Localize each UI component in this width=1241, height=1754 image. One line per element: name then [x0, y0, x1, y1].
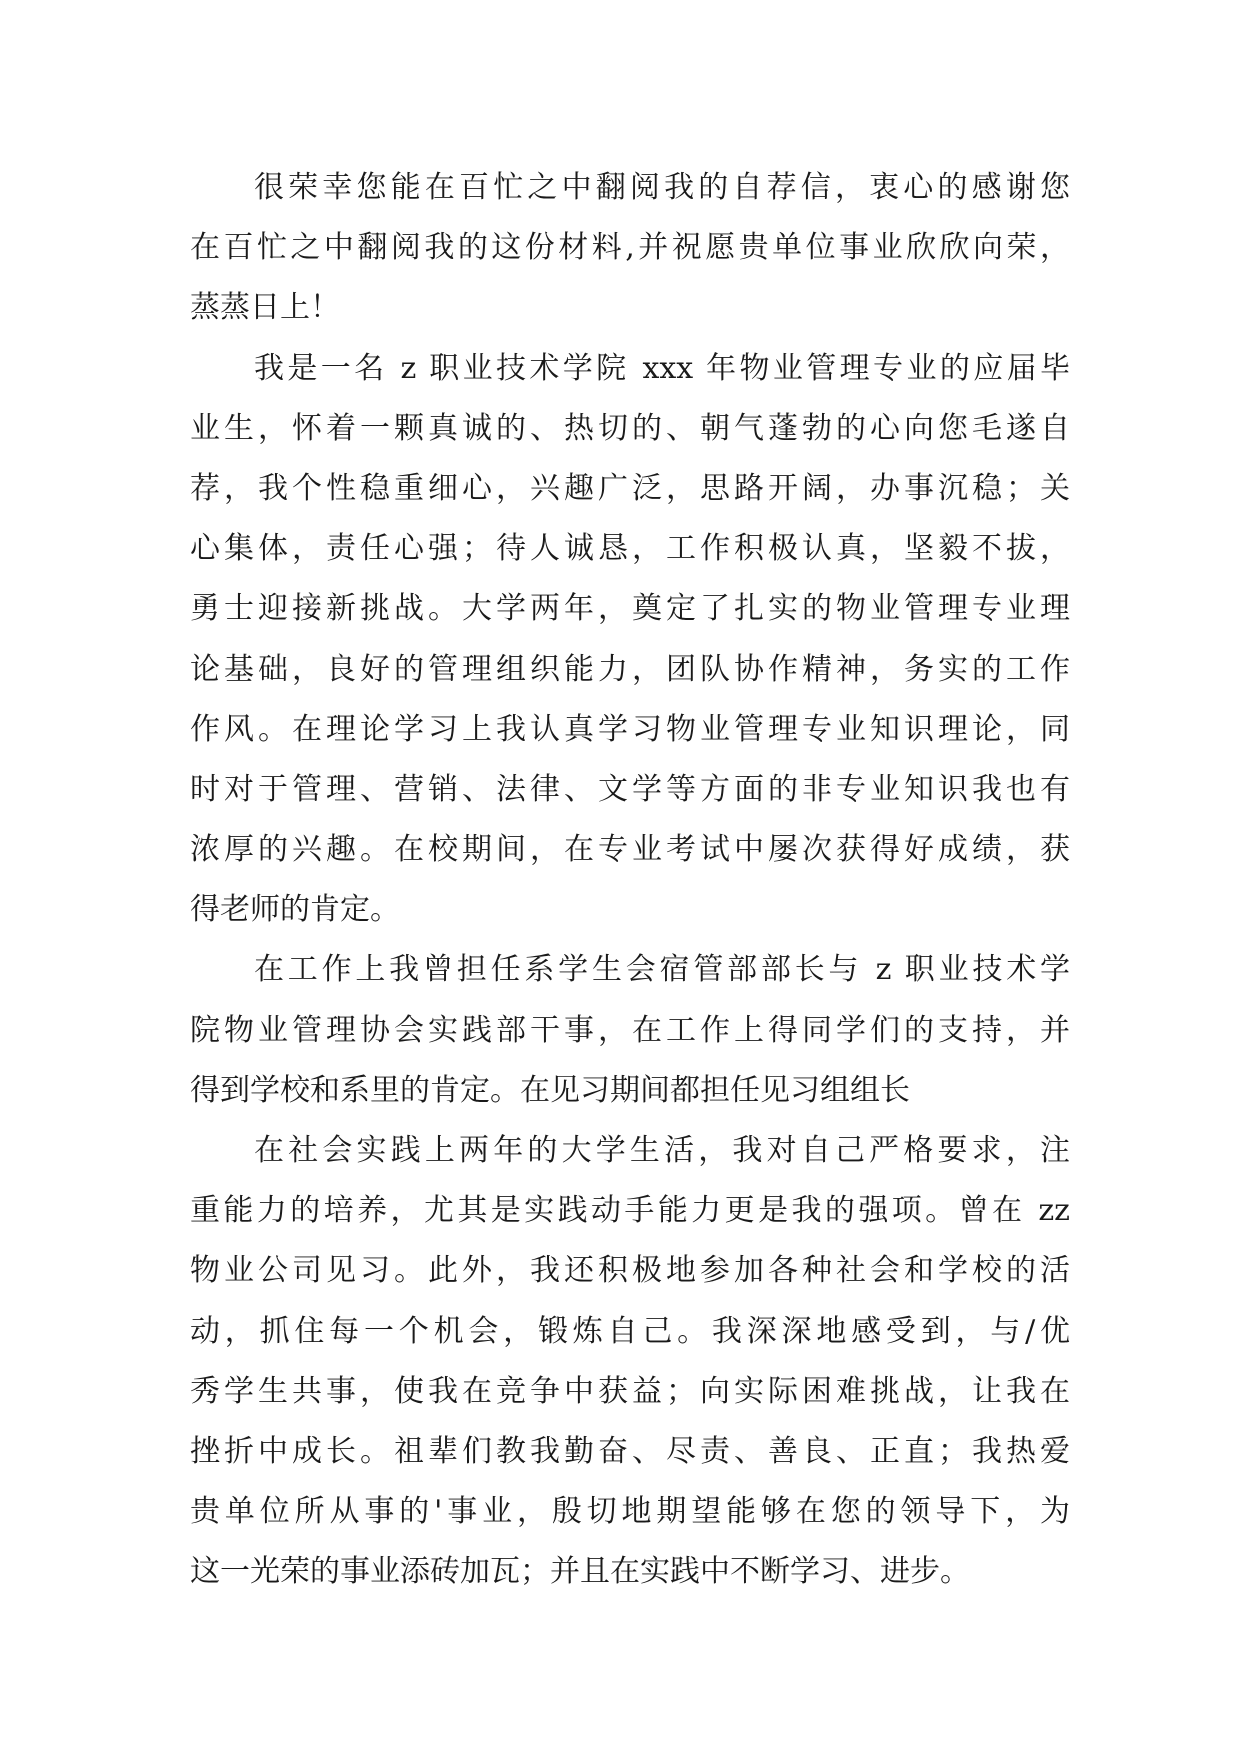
paragraph-greeting: [190, 158, 1070, 339]
text-line: 这一光荣的事业添砖加瓦；并且在实践中不断学习、进步。: [190, 1554, 970, 1590]
text-line: 秀学生共事，使我在竞争中获益；向实际困难挑战，让我在: [190, 1373, 1070, 1409]
text-line: 作风。在理论学习上我认真学习物业管理专业知识理论，同: [190, 711, 1070, 747]
text-line: 我是一名 z 职业技术学院 xxx 年物业管理专业的应届毕: [254, 350, 1070, 386]
text-line: 心集体，责任心强；待人诚恳，工作积极认真，坚毅不拔，: [190, 531, 1070, 567]
text-line: 在社会实践上两年的大学生活，我对自己严格要求，注: [254, 1133, 1070, 1168]
text-line: 很荣幸您能在百忙之中翻阅我的自荐信，衷心的感谢您: [254, 170, 1070, 205]
paragraph-social-practice: [190, 1121, 1070, 1603]
text-line: 论基础，良好的管理组织能力，团队协作精神，务实的工作: [190, 651, 1070, 687]
text-line: 得老师的肯定。: [190, 892, 400, 928]
text-line: 时对于管理、营销、法律、文学等方面的非专业知识我也有: [190, 771, 1070, 807]
text-line: 浓厚的兴趣。在校期间，在专业考试中屡次获得好成绩，获: [190, 832, 1070, 868]
text-line: 得到学校和系里的肯定。在见习期间都担任见习组组长: [190, 1072, 910, 1108]
text-line: 在工作上我曾担任系学生会宿管部部长与 z 职业技术学: [254, 952, 1070, 988]
text-line: 贵单位所从事的'事业，殷切地期望能够在您的领导下，为: [190, 1494, 1070, 1530]
text-line: 在百忙之中翻阅我的这份材料,并祝愿贵单位事业欣欣向荣，: [190, 230, 1070, 266]
text-line: 院物业管理协会实践部干事，在工作上得同学们的支持，并: [190, 1012, 1070, 1048]
letter-body: [190, 158, 1070, 1603]
text-line: 重能力的培养，尤其是实践动手能力更是我的强项。曾在 zz: [190, 1193, 1070, 1229]
text-line: 勇士迎接新挑战。大学两年，奠定了扎实的物业管理专业理: [190, 591, 1070, 627]
text-line: 荐，我个性稳重细心，兴趣广泛，思路开阔，办事沉稳；关: [190, 470, 1070, 506]
text-line: 动，抓住每一个机会，锻炼自己。我深深地感受到，与/优: [190, 1313, 1070, 1349]
paragraph-work-experience: [190, 940, 1070, 1121]
text-line: 蒸蒸日上！: [190, 290, 340, 326]
paragraph-self-introduction: [190, 339, 1070, 941]
text-line: 挫折中成长。祖辈们教我勤奋、尽责、善良、正直；我热爱: [190, 1433, 1070, 1469]
text-line: 业生，怀着一颗真诚的、热切的、朝气蓬勃的心向您毛遂自: [190, 410, 1070, 446]
text-line: 物业公司见习。此外，我还积极地参加各种社会和学校的活: [190, 1253, 1070, 1289]
